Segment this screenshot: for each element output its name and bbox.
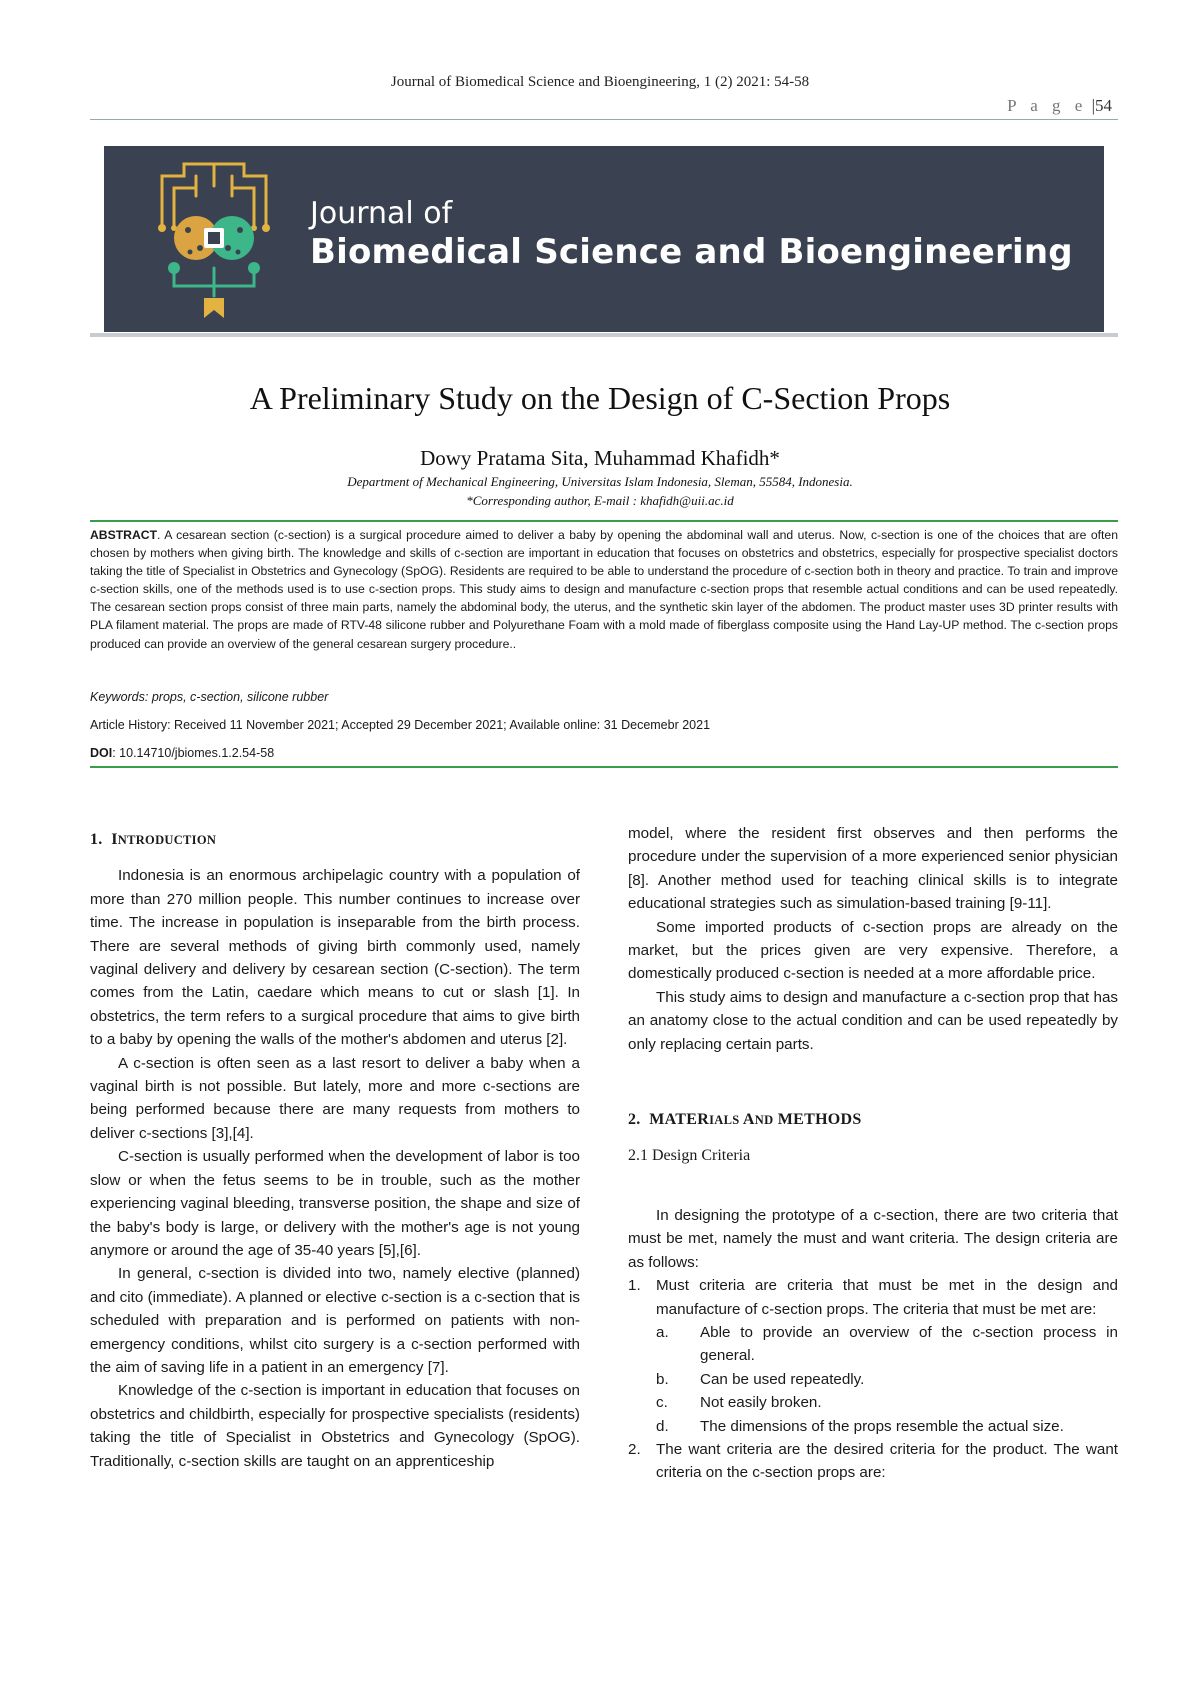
heading-part: IALS — [709, 1113, 740, 1128]
list-item — [656, 1321, 1118, 1368]
paragraph: Some imported products of c-section props are already on the market, but the prices given are very expensive. Therefore, a domestically produced c-section is needed at a more affordable price. — [628, 918, 1118, 983]
abstract-block — [90, 526, 1118, 653]
running-header: Journal of Biomedical Science and Bioengineering, 1 (2) 2021: 54-58 — [390, 74, 810, 90]
banner-underline — [90, 333, 1118, 337]
header-rule — [90, 119, 1118, 120]
heading-initial: I — [111, 831, 118, 848]
list-item — [656, 1415, 1118, 1438]
page-label: P a g e — [1007, 96, 1088, 115]
author-affiliation: Department of Mechanical Engineering, Universitas Islam Indonesia, Sleman, 55584, Indonesia. — [347, 474, 853, 489]
article-history-line — [90, 718, 1118, 732]
paragraph: Knowledge of the c-section is important in education that focuses on obstetrics and childbirth, especially for prospective specialists (residents) taking the title of Specialist in Obstetrics and Gynecology (SpOG). Traditionally, c-section skills are taught on an apprenticeship — [90, 1382, 580, 1470]
paragraph: A c-section is often seen as a last resort to deliver a baby when a vaginal birth is not possible. But lately, more and more c-sections are being performed because there are many requests from mothers to deliver c-sections [3],[4]. — [90, 1054, 580, 1142]
doi-line — [90, 746, 1118, 760]
corresponding-author: *Corresponding author, E-mail : khafidh@uii.ac.id — [466, 493, 734, 508]
banner-title-line1: Journal of — [310, 196, 453, 231]
list-item — [628, 1438, 1118, 1485]
keywords-line — [90, 690, 1118, 704]
abstract-text: . A cesarean section (c-section) is a surgical procedure aimed to deliver a baby by opening the abdominal wall and uterus. Now, c-section is one of the choices that are often chosen by mothers when giving birth. The knowledge and skills of c-section are important in education that focuses on obstetrics and obstetrics, especially for prospective specialist doctors taking the title of Specialist in Obstetrics and Gynecology (SpOG). Residents are required to be able to understand the procedure of c-section both in theory and practice. To train and improve c-section skills, one of the methods used is to use c-section props. This study aims to design and manufacture c-section props that resemble actual conditions and can be used repeatedly. The cesarean section props consist of three main parts, namely the abdominal body, the uterus, and the synthetic skin layer of the abdomen. The product master uses 3D printer results with PLA filament material. The props are made of RTV-48 silicone rubber and Polyurethane Foam with a mold made of fiberglass composite using the Hand Lay-UP method. The c-section props produced can provide an overview of the general cesarean surgery procedure.. — [90, 528, 1118, 651]
section-number: 2. — [628, 1111, 641, 1129]
list-item — [656, 1391, 1118, 1414]
page-separator: | — [1091, 96, 1095, 115]
history-label: Article History — [90, 718, 168, 732]
list-letter: d. — [656, 1417, 669, 1435]
section-number: 1. — [90, 831, 103, 848]
page-number-block — [1007, 96, 1112, 116]
list-text: Must criteria are criteria that must be met in the design and manufacture of c-section props. The criteria that must be met are: — [656, 1277, 1118, 1318]
paragraph: This study aims to design and manufacture a c-section prop that has an anatomy close to the actual condition and can be used repeatedly by only replacing certain parts. — [628, 988, 1118, 1053]
sub-criteria-list — [656, 1321, 1118, 1438]
criteria-list — [628, 1274, 1118, 1485]
paragraph: C-section is usually performed when the development of labor is too slow or when the fetus seems to be in trouble, such as the mother experiencing vaginal bleeding, transverse position, the shape and size of the baby's body is large, or delivery with the mother's age is not young anymore or around the age of 35-40 years [5],[6]. — [90, 1148, 580, 1259]
list-item — [656, 1368, 1118, 1391]
abstract-top-rule — [90, 520, 1118, 522]
article-authors: Dowy Pratama Sita, Muhammad Khafidh* — [420, 446, 780, 470]
page-number: 54 — [1095, 96, 1112, 115]
list-letter: a. — [656, 1323, 669, 1341]
doi-text: : 10.14710/jbiomes.1.2.54-58 — [112, 746, 275, 760]
list-text: The dimensions of the props resemble the actual size. — [700, 1417, 1064, 1435]
list-text: Able to provide an overview of the c-section process in general. — [700, 1323, 1118, 1365]
banner-title-line2: Biomedical Science and Bioengineering — [310, 232, 1073, 272]
list-text: The want criteria are the desired criteria for the product. The want criteria on the c-section props are: — [656, 1440, 1118, 1482]
journal-banner — [104, 146, 1104, 332]
heading-rest: NTRODUCTION — [117, 833, 217, 847]
heading-part: METHODS — [773, 1111, 862, 1129]
section-heading-introduction — [90, 828, 580, 852]
journal-logo-icon — [144, 156, 284, 322]
keywords-label: Keywords — [90, 690, 145, 704]
list-number: 2. — [628, 1440, 641, 1458]
abstract-bottom-rule — [90, 766, 1118, 768]
heading-part: ND — [754, 1113, 774, 1128]
abstract-label: ABSTRACT — [90, 528, 158, 542]
list-item — [628, 1274, 1118, 1438]
keywords-text: : props, c-section, silicone rubber — [144, 690, 329, 704]
history-text: : Received 11 November 2021; Accepted 29 December 2021; Available online: 31 Decemebr 2021 — [167, 718, 711, 732]
paragraph: Indonesia is an enormous archipelagic country with a population of more than 270 million people. This number continues to increase over time. The increase in population is inseparable from the birth process. There are several methods of giving birth commonly used, namely vaginal delivery and delivery by cesarean section (C-section). The term comes from the Latin, caedare which means to cut or slash [1]. In obstetrics, the term refers to a surgical procedure that aims to give birth to a baby by opening the walls of the mother's abdomen and uterus [2]. — [90, 867, 580, 1049]
article-title: A Preliminary Study on the Design of C-Section Props — [249, 380, 951, 416]
doi-label: DOI — [90, 746, 113, 760]
heading-part: A — [739, 1111, 755, 1129]
paragraph: In designing the prototype of a c-section, there are two criteria that must be met, namely the must and want criteria. The design criteria are as follows: — [628, 1206, 1118, 1271]
list-letter: b. — [656, 1370, 669, 1388]
left-column — [90, 822, 580, 1473]
list-letter: c. — [656, 1394, 668, 1412]
list-text: Not easily broken. — [700, 1394, 822, 1412]
subsection-heading: 2.1 Design Criteria — [628, 1147, 751, 1165]
list-number: 1. — [628, 1277, 641, 1295]
paragraph-continuation: model, where the resident first observes and then performs the procedure under the supervision of a more experienced senior physician [8]. Another method used for teaching clinical skills is to integrate educational strategies such as simulation-based training [9-11]. — [628, 825, 1118, 913]
section-heading-methods — [628, 1108, 1118, 1132]
right-column — [628, 822, 1118, 1485]
paragraph: In general, c-section is divided into two, namely elective (planned) and cito (immediate). A planned or elective c-section is a c-section that is scheduled with preparation and is performed on patients with non-emergency conditions, whilst cito surgery is a c-section performed with the aim of saving life in a patient in an emergency [7]. — [90, 1265, 580, 1376]
heading-part: MATER — [649, 1111, 710, 1129]
list-text: Can be used repeatedly. — [700, 1370, 865, 1388]
